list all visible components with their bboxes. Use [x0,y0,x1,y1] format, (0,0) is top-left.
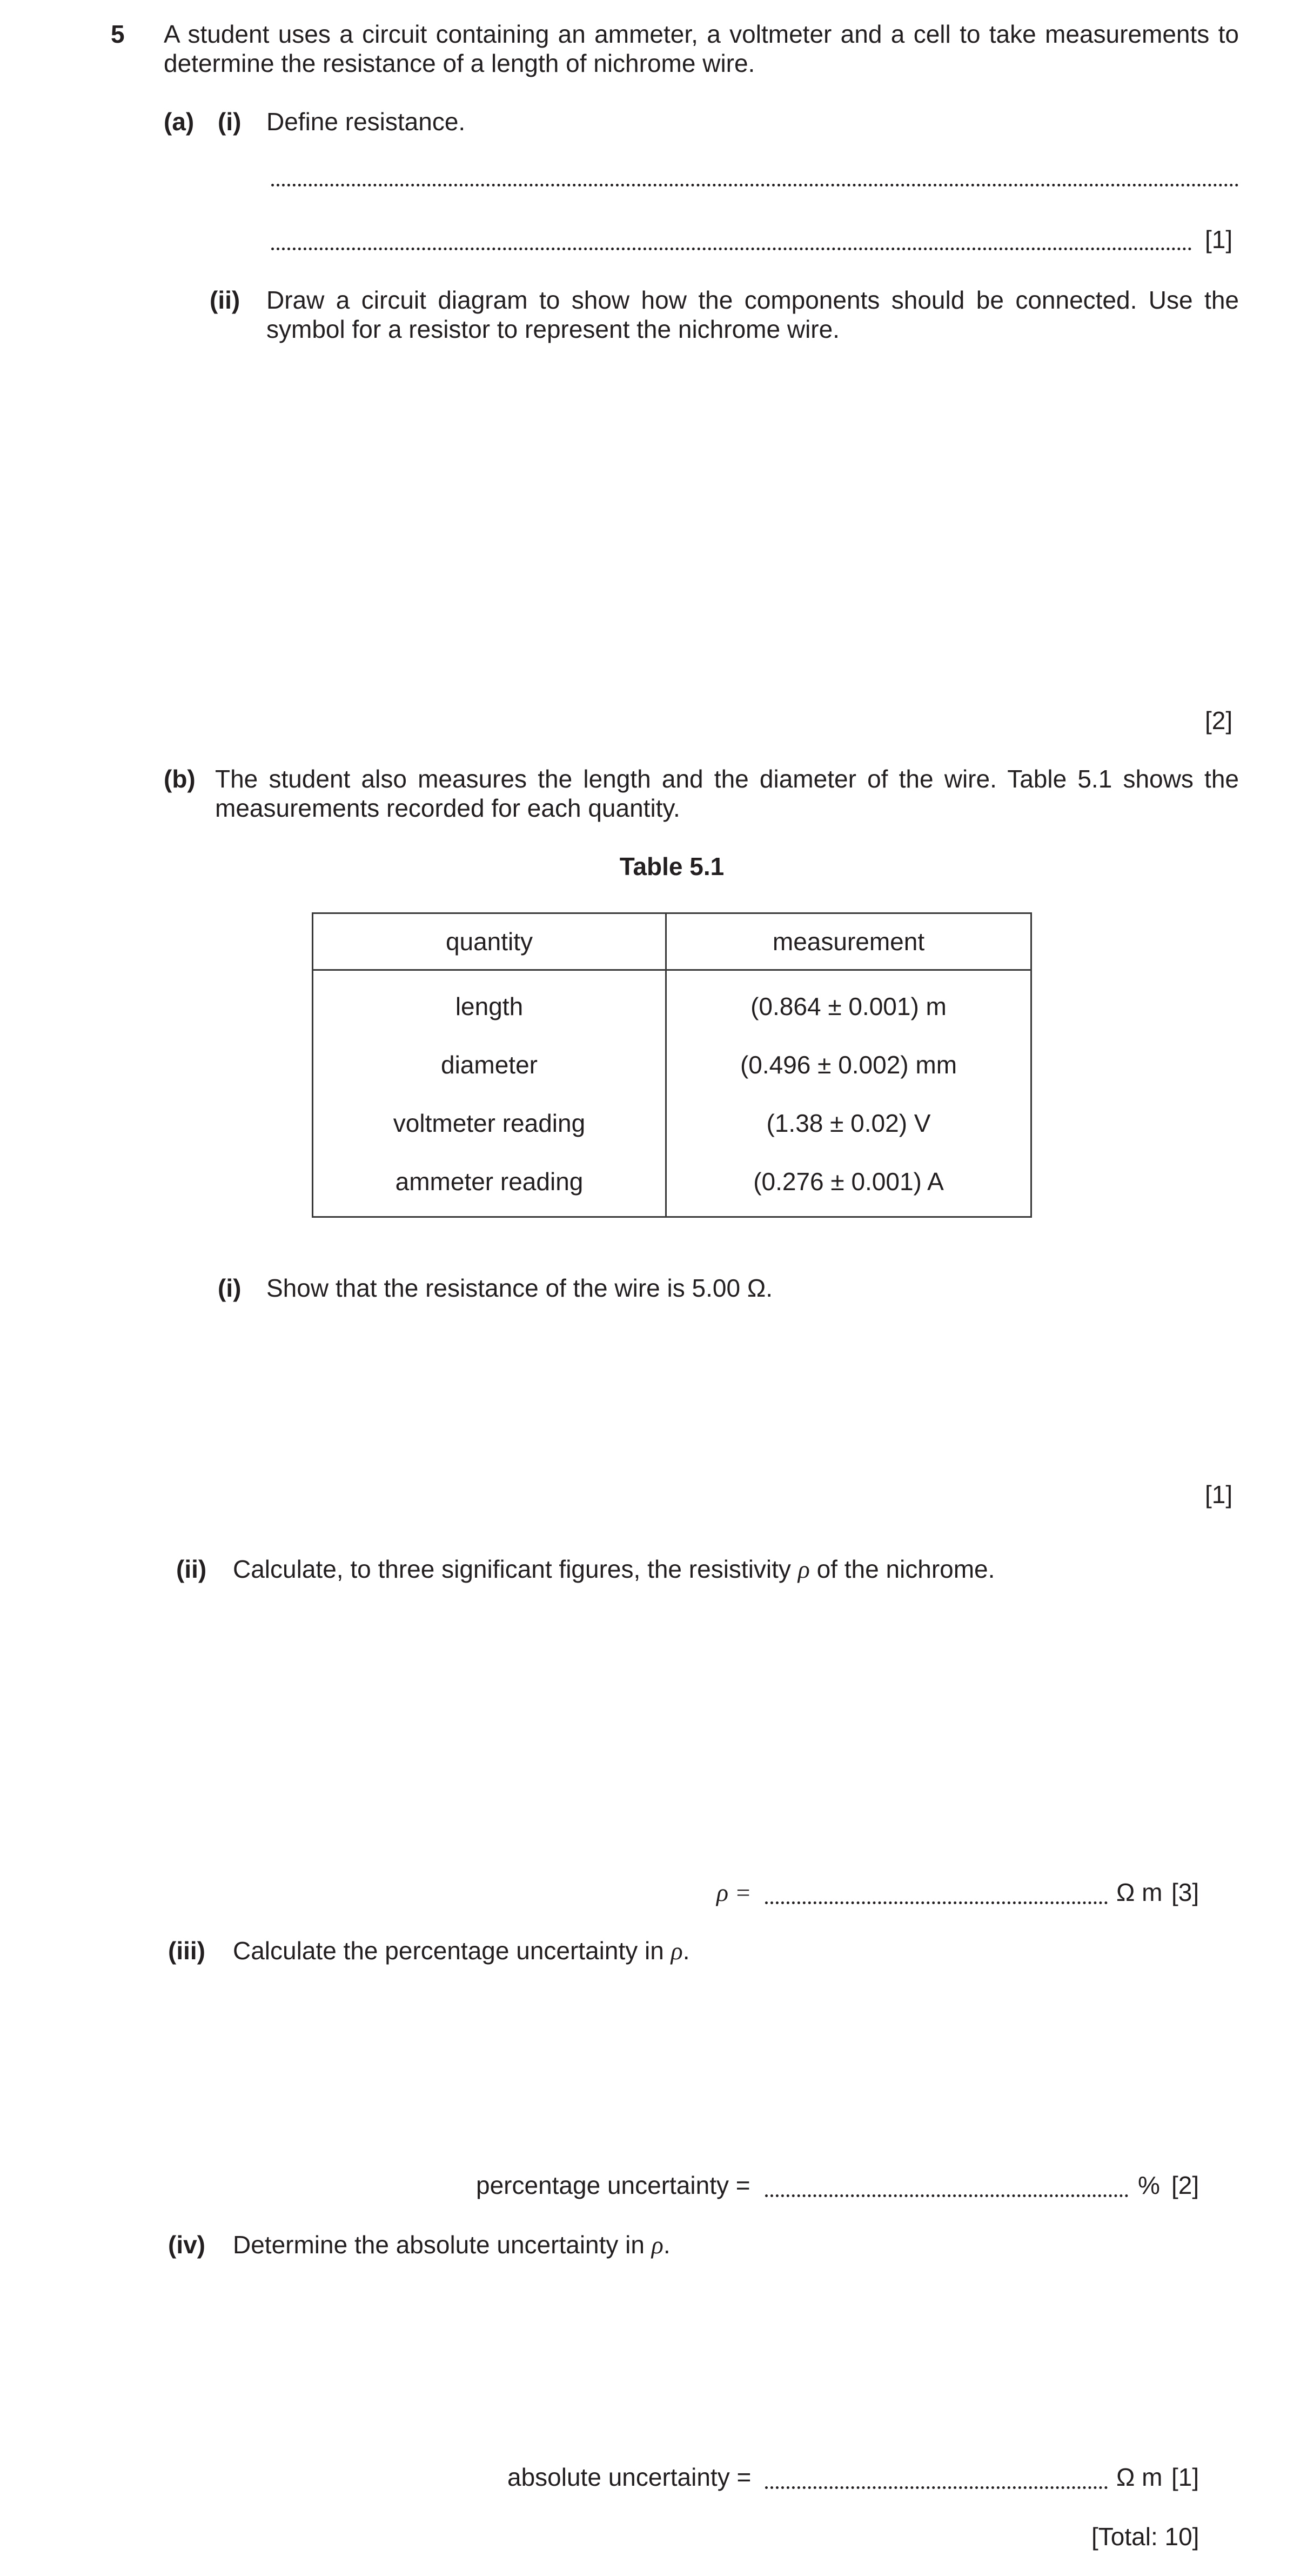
table-cell-measurement: (0.496 ± 0.002) mm [666,1036,1031,1094]
percentage-uncertainty-line[interactable] [765,2194,1128,2197]
part-a-i-label: (i) [218,108,242,136]
part-b-i-label: (i) [218,1274,242,1302]
part-b-label: (b) [164,765,196,793]
rho-symbol: ρ [797,1556,810,1583]
rho-symbol: ρ [671,1937,683,1965]
part-a-ii-text: Draw a circuit diagram to show how the components should be connected. Use the symbol for a resistor to represent the nichrome wire. [266,286,1239,344]
rho-symbol: ρ [651,2231,663,2259]
part-b-text: The student also measures the length and the diameter of the wire. Table 5.1 shows the measurements recorded for each quantity. [215,765,1239,823]
table-header-quantity: quantity [313,913,666,970]
part-b-iv-label: (iv) [168,2231,205,2259]
percentage-unit: % [1138,2171,1160,2199]
part-b-ii-label: (ii) [176,1555,207,1583]
table-row [313,970,1031,1036]
table-row [313,1094,1031,1152]
part-b-i-text: Show that the resistance of the wire is 5.00 Ω. [266,1274,773,1302]
table-header-measurement: measurement [666,913,1031,970]
answer-line-2[interactable] [271,248,1192,250]
answer-line-1[interactable] [271,184,1239,186]
part-b-iii-text: Calculate the percentage uncertainty in ρ. [233,1937,690,1965]
question-stem: A student uses a circuit containing an ammeter, a voltmeter and a cell to take measurements to determine the resistance of a length of nichrome wire. [164,20,1239,78]
part-b-iii-marks: [2] [1171,2171,1199,2199]
table-cell-measurement: (1.38 ± 0.02) V [666,1094,1031,1152]
absolute-uncertainty-unit: Ω m [1116,2463,1163,2491]
table-row [313,1152,1031,1217]
table-cell-measurement: (0.276 ± 0.001) A [666,1152,1031,1217]
part-b-iv-text: Determine the absolute uncertainty in ρ. [233,2231,671,2259]
percentage-uncertainty-label: percentage uncertainty = [476,2171,750,2199]
table-cell-quantity: length [313,970,666,1036]
table-row [313,1036,1031,1094]
part-b-iv-marks: [1] [1171,2463,1199,2491]
resistivity-answer-label: ρ = [716,1879,752,1906]
question-number: 5 [111,20,125,48]
table-cell-quantity: ammeter reading [313,1152,666,1217]
absolute-uncertainty-label: absolute uncertainty = [507,2463,752,2491]
resistivity-answer-line[interactable] [765,1901,1108,1904]
table-caption: Table 5.1 [619,852,725,880]
part-a-ii-marks: [2] [1205,706,1233,735]
table-cell-measurement: (0.864 ± 0.001) m [666,970,1031,1036]
resistivity-unit: Ω m [1116,1878,1163,1906]
part-b-iii-label: (iii) [168,1937,205,1965]
part-b-i-marks: [1] [1205,1480,1233,1509]
part-b-ii-text: Calculate, to three significant figures, the resistivity ρ of the nichrome. [233,1555,995,1583]
part-a-ii-label: (ii) [210,286,240,314]
measurements-table [312,912,1032,1218]
absolute-uncertainty-line[interactable] [765,2486,1108,2489]
part-b-ii-marks: [3] [1171,1878,1199,1906]
part-a-i-text: Define resistance. [266,108,466,136]
table-cell-quantity: voltmeter reading [313,1094,666,1152]
part-a-label: (a) [164,108,195,136]
part-a-i-marks: [1] [1205,225,1233,253]
total-marks: [Total: 10] [1091,2522,1199,2551]
table-cell-quantity: diameter [313,1036,666,1094]
